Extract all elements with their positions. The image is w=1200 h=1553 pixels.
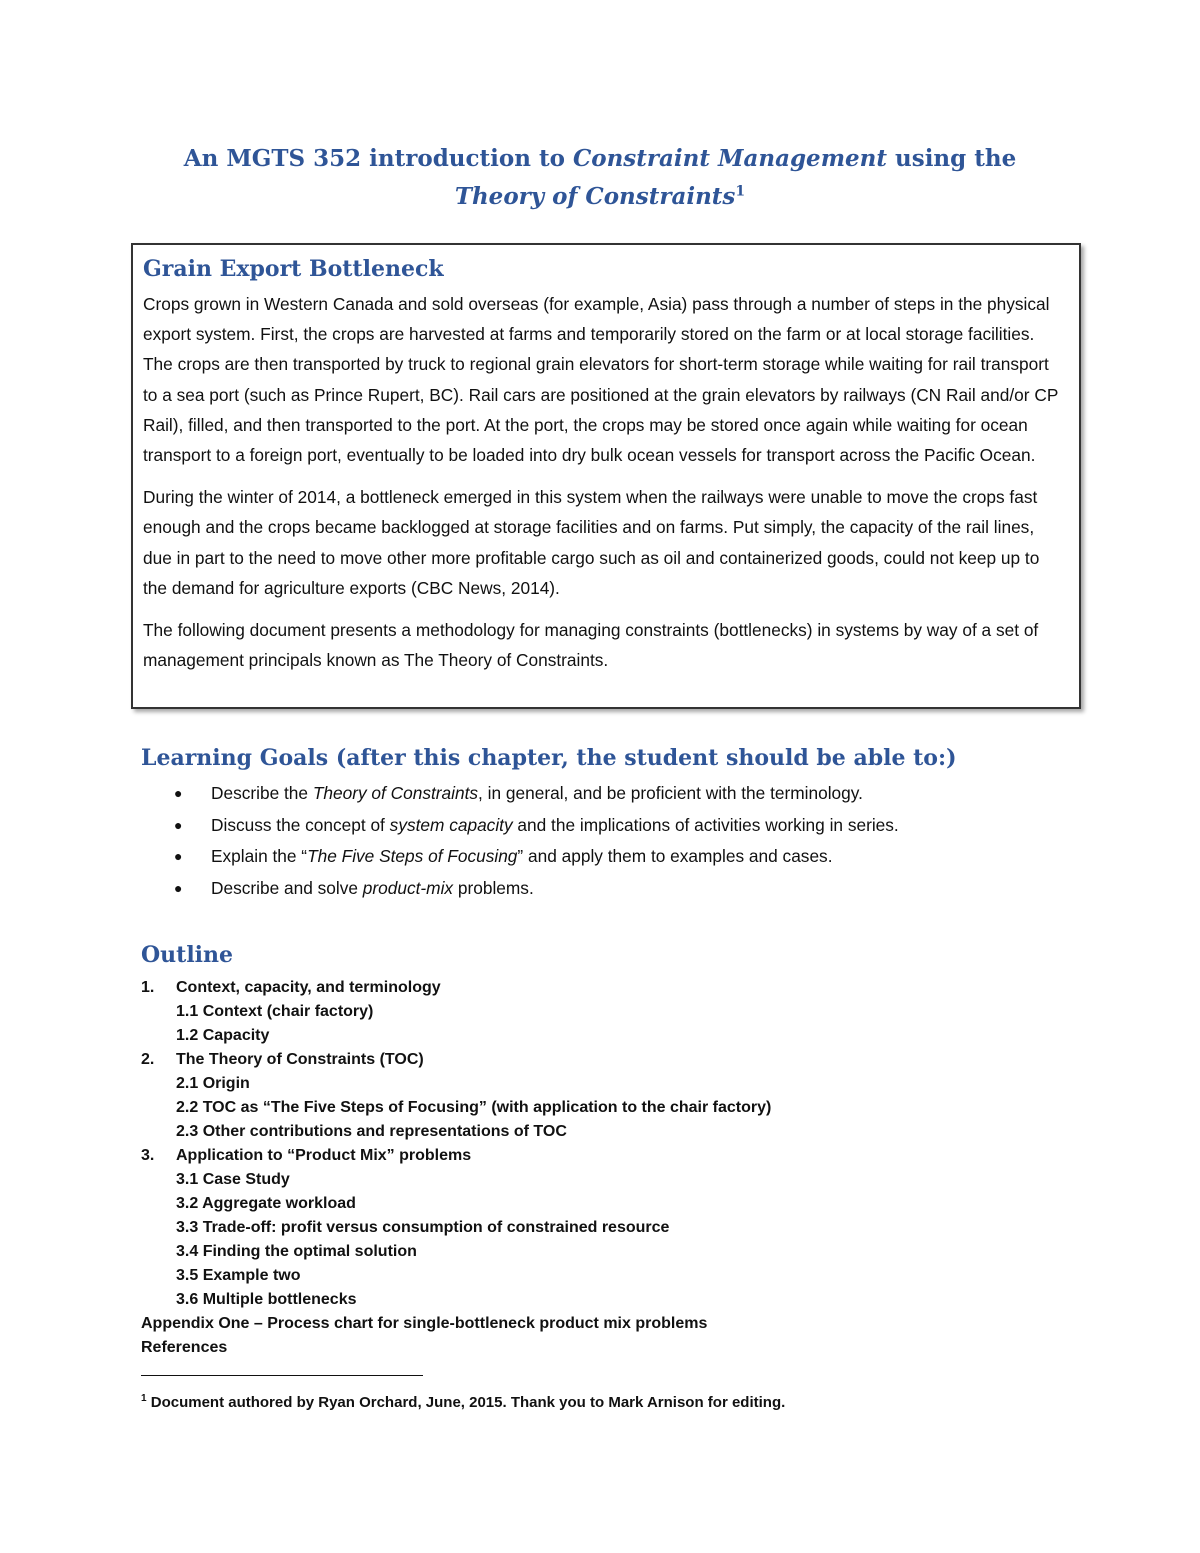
goal-emphasis: Theory of Constraints xyxy=(312,783,479,803)
outline-subsection: 1.1 Context (chair factory) xyxy=(176,1003,374,1020)
goal-text: Explain the “ xyxy=(211,846,308,866)
footnote xyxy=(141,1389,785,1413)
bullet-icon: ● xyxy=(174,879,183,896)
outline-subsection: 3.2 Aggregate workload xyxy=(176,1195,356,1212)
footnote-marker: 1 xyxy=(735,183,746,200)
list-item xyxy=(174,810,899,842)
outline-section-1 xyxy=(141,976,771,1000)
box-paragraph-2: During the winter of 2014, a bottleneck emerged in this system when the railways were unable to move the crops fast enough and the crops became backlogged at storage facilities and on farms. Put simply, the capacity of the rail lines, due in part to the need to move other more profitable cargo such as oil and containerized goods, could not keep up to the demand for agriculture exports (CBC News, 2014). xyxy=(143,487,1040,598)
goal-text: , in general, and be proficient with the terminology. xyxy=(478,783,863,803)
list-item xyxy=(174,841,899,873)
outline-subsection: 3.4 Finding the optimal solution xyxy=(176,1243,417,1260)
title-text: using the xyxy=(887,145,1017,172)
goal-text: Describe the xyxy=(211,783,313,803)
goal-text: Describe and solve xyxy=(211,877,363,898)
section-title: The Theory of Constraints (TOC) xyxy=(176,1051,424,1068)
title-text: An MGTS 352 introduction to xyxy=(183,145,573,172)
goal-text: ” and apply them to examples and cases. xyxy=(517,846,833,866)
section-number: 1. xyxy=(141,979,155,996)
box-paragraph-1: Crops grown in Western Canada and sold overseas (for example, Asia) pass through a number of steps in the physical export system. First, the crops are harvested at farms and temporarily stored on the farm or at local storage facilities. The crops are then transported by truck to regional grain elevators for short-term storage while waiting for rail transport to a sea port (such as Prince Rupert, BC). Rail cars are positioned at the grain elevators by railways (CN Rail and/or CP Rail), filled, and then transported to the port. At the port, the crops may be stored once again while waiting for ocean transport to a foreign port, eventually to be loaded into dry bulk ocean vessels for transport across the Pacific Ocean. xyxy=(143,294,1059,466)
bullet-icon: ● xyxy=(174,816,183,833)
bullet-icon: ● xyxy=(174,848,183,864)
goal-text: and the implications of activities working in series. xyxy=(512,814,899,835)
section-title: Context, capacity, and terminology xyxy=(176,979,441,996)
outline-section-2 xyxy=(141,1048,771,1072)
outline-heading: Outline xyxy=(141,942,234,968)
title-line-1 xyxy=(0,140,1200,178)
box-paragraph-3: The following document presents a methodology for managing constraints (bottlenecks) in systems by way of a set of management principals known as The Theory of Constraints. xyxy=(143,620,1039,671)
document-title xyxy=(0,140,1200,216)
bullet-icon: ● xyxy=(174,785,183,801)
learning-goals-heading: Learning Goals (after this chapter, the student should be able to:) xyxy=(141,745,957,771)
title-emphasis: Constraint Management xyxy=(572,145,888,172)
footnote-divider xyxy=(141,1375,423,1376)
section-number: 3. xyxy=(141,1147,155,1164)
outline-subsection: 2.2 TOC as “The Five Steps of Focusing” (with application to the chair factory) xyxy=(176,1099,772,1116)
learning-goals-list xyxy=(174,778,899,904)
outline-list xyxy=(141,976,771,1360)
list-item xyxy=(174,778,899,810)
title-line-2 xyxy=(0,178,1200,216)
title-emphasis: Theory of Constraints xyxy=(454,183,736,210)
outline-references: References xyxy=(141,1339,228,1356)
outline-subsection: 3.3 Trade-off: profit versus consumption of constrained resource xyxy=(176,1219,670,1236)
goal-emphasis: system capacity xyxy=(389,814,513,835)
outline-subsection: 3.5 Example two xyxy=(176,1267,301,1284)
goal-text: problems. xyxy=(453,877,534,898)
box-heading: Grain Export Bottleneck xyxy=(143,256,444,282)
outline-appendix: Appendix One – Process chart for single-bottleneck product mix problems xyxy=(141,1315,708,1332)
outline-subsection: 1.2 Capacity xyxy=(176,1027,270,1044)
grain-export-box xyxy=(131,243,1081,709)
outline-section-3 xyxy=(141,1144,771,1168)
goal-emphasis: product-mix xyxy=(362,877,454,898)
outline-subsection: 3.1 Case Study xyxy=(176,1171,290,1188)
footnote-marker: 1 xyxy=(141,1393,147,1404)
outline-subsection: 3.6 Multiple bottlenecks xyxy=(176,1291,357,1308)
goal-text: Discuss the concept of xyxy=(211,814,390,835)
footnote-text: Document authored by Ryan Orchard, June, 2015. Thank you to Mark Arnison for editing. xyxy=(146,1394,786,1411)
section-number: 2. xyxy=(141,1051,155,1068)
goal-emphasis: The Five Steps of Focusing xyxy=(307,846,518,866)
list-item xyxy=(174,873,899,905)
outline-subsection: 2.1 Origin xyxy=(176,1075,250,1092)
section-title: Application to “Product Mix” problems xyxy=(176,1147,472,1164)
outline-subsection: 2.3 Other contributions and representations of TOC xyxy=(176,1123,567,1140)
